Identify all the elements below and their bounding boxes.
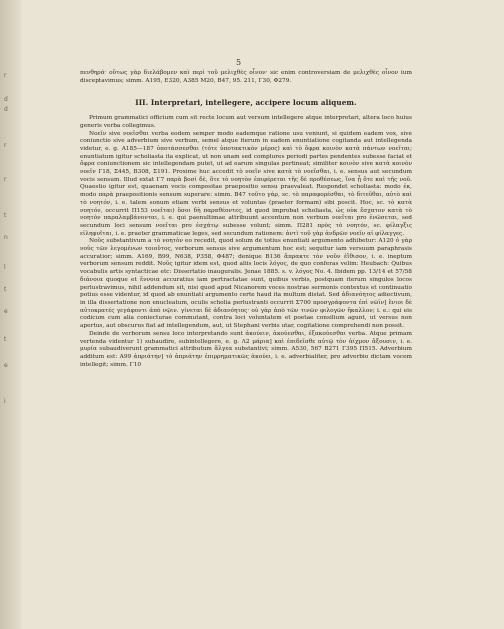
gutter-mark: r [4,176,7,183]
gutter-mark: t [4,286,7,293]
gutter-mark: r [4,72,7,79]
gutter-mark: d [4,106,8,113]
opening-paragraph: πενθηρά· οὔτως γὰρ διελάβομεν καὶ περὶ τοῦ μελιχθὲς οἶνον· sic enim controversiam de μελιχθὲς οἶνον ium disceptavimus; simm. A195, E320, A385 M20, B47, 95. 211, Γ30, Φ279. [80,70,412,84]
paragraph: Νοεῖν sive νοεῖσθαι verba eodem semper modo eademque ratione usu veniunt, si quidem eadem vox, sive coniunctio sive adverbium sive verbum, semel atque iterum in eadem enuntiatione cogitanda aut intellegenda videtur, e. g. A185—187 ὑποτάσσεσθαι (τότε ὑποτακτικὸν μέρος) καὶ τὸ ὄφρα κοινὸν κατὰ πάντων νοεῖται; enuntiatum igitur scholiasta ita explicat, ut non unam sed complures periodi partes pendentes subesse faciat et ὄφρα coniunctionem sic intellegendam putet, ut ad earum singulas pertineat; similiter κοινὸν sive κατὰ κοινὸν νοεῖν Γ18, Σ445, B308, Σ191. Proxime huc accedit τὸ νοεῖν sive κατὰ τὸ νοεῖσθαι, i. e. sensus aut secundum vocis sensum. Illud extat Γ7 παρὰ βοσὶ δὲ, ὅτε τὸ νοητὸν ἐπιφέρεται τῆς δὲ προθέσεως, ἵνα ᾖ ὅτε καὶ τῆς νοῦ. Quaestio igitur est, quaenam vocis compositae praepositio sensu praevaleat. Respondet scholiasta: modo ἐκ, modo παρὰ praepositionis sensum superare: simm. B47 τοῦτο γάρ, sc. τὸ παραφορέσθαι, τὸ διτεῦθαι, αὐτὸ καὶ τὸ νοητόν, i. e. talem sonum etiam verbi sensus et voluntas (praeter formam) sibi poscit. Hoc, sc. τὸ κατὰ νοητόν, occurrit Π153 νοεῖται) ὅσοι δὴ παραθέοντες, id quod improbat scholiasta, ὡς οὐκ ἔσχατον κατὰ τὸ νοητὸν παραλαμβάνονται, i. e. qui paenultimae attribuunt accentum non verbum νοεῖται pro ἐνῶσεται, sed secundum loci sensum νοεῖται pro ἐσχάτῳ subesse volunt; simm. Π281 πρὸς τὸ νοητόν, sc. φίλαγξις εἰληφυῖται, i. e. praeter grammaticae leges, sed secundum rationem: ἀντὶ τοῦ γὰρ ἀνδρῶν νοεῖν αἱ φίλαγγες. [80,130,412,237]
page-body [80,54,412,369]
paragraph: Deinde de verborum sensu loco interpretando sunt ἀκούειν, ἀκούεσθαι, ἐξακούεσθαι verba. Atque primam vertenda videntur 1) subaudire, subintellegere, e. g. Λ2 μάρια] καὶ ἐπιδεῖσθε αὐτῷ τὸν ἀίχμον ἄξουσιν, i. e. μυρία subaudiverunt grammatici attributum ἄλγεα substantivi; simm. A530, 567 B271 Γ395 Π515. Adverbium additum est: A99 ἀπριάτην] τὸ ἀπριάτην ἐπιρρηματικῶς ἀκούει, i. e. adverbialiter, pro adverbio dictam vocem intellegit; simm. Γ10 [80,330,412,368]
gutter-mark: r [4,142,7,149]
gutter-mark: e [4,362,8,369]
paragraph: Νοῦς substantivum a τὸ νοητὸν eo recedit, quod solum de totius enuntiati argumento adhibetur: A120 ὁ γὰρ νοῦς τῶν λεγομένων τοιοῦτος, verborum sensus sive argumentum hoc est; sequitur iam versuum paraphrasis accuratior; simm. A169, B99, N638, P358, Φ487; denique B136 ἄπρακτε τὸν νοῦν ἐἴθισον, i. e. ineptum verborum sensum reddit. Νοῦς igitur idem est, quod aliis locis λόγος, de quo conferas velim: Heubach: Quibus vocabulis artis syntacticae etc: Dissertatio inauguralis. Jenae 1885. s. v. λόγος No. 4. Ibidem pp. 13/14 et 57/58 διάνοια quoque et ἔννοια accuratius iam pertractatae sunt, quibus verbis, postquam iterum singulos locos perlustravimus, nihil addendum sit, nisi quod apud Nicanorem voces nostrae sermonis contextus et continuatio potius esse videntur, id quod ab enuntiati argumento certe haud ita multum distat. Sed ἀδιανόητος adiectivum, in illa dissertatione non enucleatum, oculis scholia perlustranti occurrit Σ700 προσγράφοντα ἐπὶ νῶϊν] ἔνιοι δὲ αὐτοκρατές γεγάφοντι ἀπὸ νῷιν. γίνεται δὲ ἀδιανόητος· οὐ γὰρ ἀπὸ τῶν τινῶν φιλογῶν ἤκαλλον; i. e.: qui eis codicum cum alia coniecturae commutant, contra loci voluntatem et poetae consilium agunt, ut versus non apertus, aut obscurus fiat ad intellegendum, aut, ut Stephani verbis utar, cogitatione comprehendi non possit. [80,238,412,330]
section-title: III. Interpretari, intellegere, accipere locum aliquem. [135,98,357,108]
gutter-mark: d [4,96,8,103]
paragraph: Primum grammatici officium cum sit recte locum aut versum intellegere atque interpretari, altera loco huius generis verba collegimus. [80,115,412,129]
gutter-mark: t [4,336,7,343]
gutter-mark: t [4,212,7,219]
gutter-mark: n [4,234,8,241]
gutter-mark: l [4,264,6,271]
gutter-mark: i [4,398,6,405]
gutter-mark: e [4,308,8,315]
page-number: 5 [236,58,242,67]
